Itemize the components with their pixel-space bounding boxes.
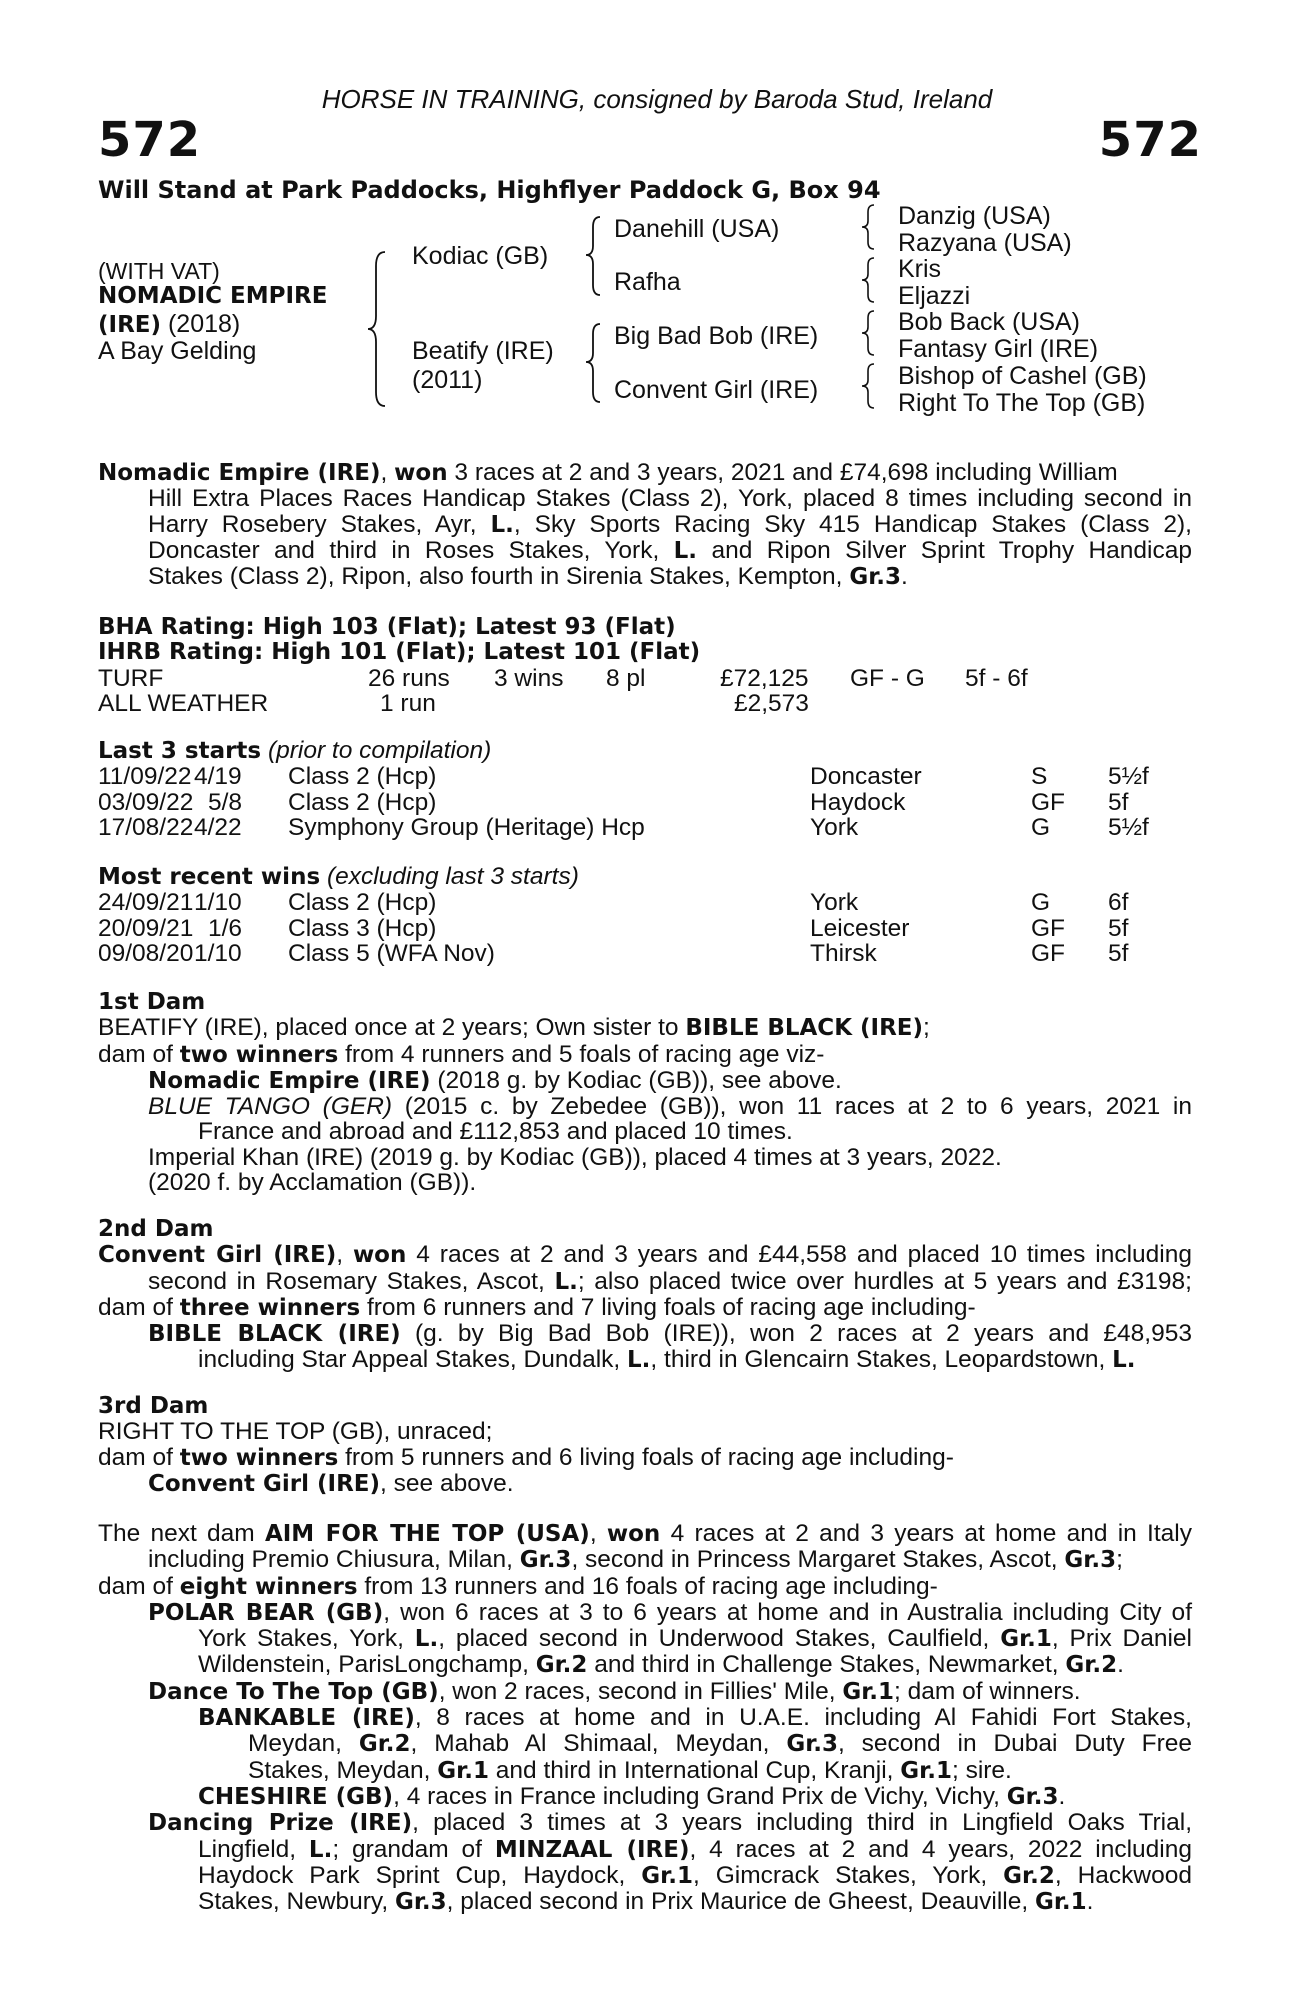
aw-prize: £2,573: [734, 689, 809, 717]
table-row: [98, 790, 1192, 815]
dam1-produce-2: [98, 1094, 1192, 1119]
second-dam-section: [98, 1217, 1192, 1374]
group-mark: Gr.1: [900, 1757, 952, 1784]
produce-text: , third in Glencairn Stakes, Leopardstown,: [650, 1346, 1113, 1374]
nd-2a: including Premio Chiusura, Milan,: [148, 1546, 520, 1574]
dam3-line-2: [98, 1445, 1192, 1471]
row-distance: 6f: [1108, 889, 1129, 917]
dam2-produce-1: [98, 1321, 1192, 1347]
nd-1c: ,: [589, 1520, 607, 1547]
recent-heading: [98, 864, 1192, 890]
last-3-starts: [98, 738, 1192, 840]
row-going: GF: [1031, 939, 1066, 967]
dam-dam: Convent Girl (IRE): [614, 376, 819, 404]
consignor-line: HORSE IN TRAINING, consigned by Baroda Stud, Ireland: [321, 84, 993, 114]
produce-text: ; dam of winners.: [894, 1677, 1081, 1705]
third-dam-section: [98, 1394, 1192, 1497]
nd-line-3: [98, 1574, 1192, 1600]
produce-text: York Stakes, York,: [198, 1625, 415, 1653]
won-label: won: [352, 1242, 407, 1269]
group-mark: Gr.3: [394, 1889, 447, 1916]
dam1-produce-3: [98, 1145, 1192, 1170]
dam3-2b: two winners: [179, 1444, 339, 1471]
summary-line-5: [98, 564, 1192, 590]
row-going: G: [1031, 889, 1051, 917]
brace-gen3-2: [860, 256, 878, 304]
dam3-line-1: RIGHT TO THE TOP (GB), unraced;: [98, 1418, 493, 1446]
turf-placed: 8 pl: [606, 664, 646, 692]
dam1-produce-4: [98, 1170, 1192, 1195]
turf-record: [98, 666, 1192, 691]
summary-text-1: 3 races at 2 and 3 years, 2021 and £74,698 including William: [447, 459, 1118, 486]
pedigree-table: [0, 0, 1314, 440]
summary-line-3: [98, 512, 1192, 538]
last3-heading: [98, 738, 1192, 764]
produce-text: and third in Challenge Stakes, Newmarket,: [587, 1651, 1066, 1679]
ped-ddd: Right To The Top (GB): [898, 389, 1146, 417]
summary-5c: .: [901, 563, 908, 591]
produce-text: .: [1086, 1888, 1094, 1916]
produce-name: BANKABLE (IRE): [198, 1705, 415, 1732]
dam1-1c: ;: [923, 1014, 930, 1042]
ped-dds: Bishop of Cashel (GB): [898, 362, 1147, 390]
group-mark: Gr.2: [358, 1731, 411, 1758]
dam2-2a: second in Rosemary Stakes, Ascot,: [148, 1267, 555, 1295]
nd-2c: , second in Princess Margaret Stakes, Ascot,: [571, 1546, 1065, 1574]
group-mark: Gr.1: [1000, 1626, 1052, 1653]
ihrb-rating: IHRB Rating: High 101 (Flat); Latest 101 (Flat): [98, 639, 701, 666]
dam1-produce-1: [98, 1068, 1192, 1094]
brace-gen2-dam: [584, 322, 604, 404]
turf-going: GF - G: [850, 664, 925, 692]
row-position: 4/22: [194, 813, 242, 841]
produce-name: Dancing Prize (IRE): [148, 1810, 413, 1837]
summary-line-2: [98, 486, 1192, 511]
nd-3c: from 13 runners and 16 foals of racing age including-: [357, 1572, 938, 1600]
last3-note: (prior to compilation): [267, 737, 492, 764]
third-dam-title: 3rd Dam: [98, 1393, 209, 1419]
produce-text: Meydan,: [248, 1730, 359, 1758]
dam2-3b: three winners: [179, 1294, 361, 1321]
group-mark: Gr.3: [1064, 1547, 1117, 1574]
stand-location: Will Stand at Park Paddocks, Highflyer Paddock G, Box 94: [98, 176, 881, 204]
group-mark: Gr.1: [1034, 1889, 1087, 1916]
row-date: 20/09/21: [98, 914, 194, 942]
summary-text-2: Hill Extra Places Races Handicap Stakes (Class 2), York, placed 8 times including second in: [148, 485, 1192, 513]
recent-title: Most recent wins: [98, 864, 321, 890]
dam2-3a: dam of: [98, 1293, 180, 1321]
row-course: Leicester: [810, 914, 910, 942]
dam-sire: Big Bad Bob (IRE): [614, 322, 819, 350]
dam1-1a: BEATIFY (IRE), placed once at 2 years; Own sister to: [98, 1014, 686, 1042]
summary-3a: Harry Rosebery Stakes, Ayr,: [148, 510, 491, 538]
group-mark: Gr.2: [1065, 1652, 1118, 1679]
row-course: York: [810, 813, 859, 841]
row-position: 1/6: [208, 914, 243, 942]
dp-line-4: [98, 1889, 1192, 1915]
produce-name: MINZAAL (IRE): [494, 1836, 690, 1863]
first-dam-title: 1st Dam: [98, 989, 206, 1015]
ped-sss: Danzig (USA): [898, 202, 1051, 230]
group-mark: Gr.3: [849, 564, 901, 591]
nd-2e: ;: [1116, 1546, 1123, 1574]
bank-line-3: [98, 1758, 1192, 1784]
polar-line-1: [98, 1600, 1192, 1626]
row-going: G: [1031, 813, 1051, 841]
listed-mark: L.: [308, 1836, 333, 1863]
group-mark: Gr.2: [1003, 1862, 1055, 1889]
listed-mark: L.: [414, 1626, 439, 1653]
first-dam-section: [98, 990, 1192, 1195]
row-distance: 5f: [1108, 939, 1129, 967]
group-mark: Gr.1: [641, 1862, 693, 1889]
listed-mark: L.: [554, 1268, 578, 1295]
produce-name: POLAR BEAR (GB): [148, 1599, 384, 1626]
most-recent-wins: [98, 864, 1192, 966]
horse-name-bold: Nomadic Empire (IRE): [98, 460, 381, 486]
brace-gen3-4: [860, 362, 878, 410]
produce-text: ; sire.: [951, 1756, 1012, 1784]
brace-gen2-sire: [584, 215, 604, 297]
produce-text: .: [1058, 1782, 1066, 1810]
row-distance: 5½f: [1108, 813, 1149, 841]
row-course: Doncaster: [810, 763, 922, 791]
produce-text: , Mahab Al Shimaal, Meydan,: [410, 1730, 787, 1758]
aw-runs: 1 run: [380, 689, 436, 717]
next-dam-section: [98, 1521, 1192, 1915]
nd-3b: eight winners: [179, 1573, 358, 1600]
dam1-line-1: [98, 1015, 1192, 1041]
produce-text: ; grandam of: [332, 1835, 495, 1863]
produce-text: Imperial Khan (IRE) (2019 g. by Kodiac (GB)), placed 4 times at 3 years, 2022.: [148, 1143, 1002, 1171]
dam1-2c: from 4 runners and 5 foals of racing age viz-: [338, 1040, 825, 1068]
row-position: 4/19: [194, 763, 242, 791]
row-position: 5/8: [208, 788, 243, 816]
won-label: won: [394, 460, 448, 486]
last3-title: Last 3 starts: [98, 738, 262, 764]
row-date: 03/09/22: [98, 788, 194, 816]
produce-text: Wildenstein, ParisLongchamp,: [198, 1651, 536, 1679]
produce-text: , 4 races in France including Grand Prix de Vichy, Vichy,: [393, 1782, 1007, 1810]
table-row: [98, 815, 1192, 840]
produce-text: , placed second in Prix Maurice de Gheest, Deauville,: [446, 1888, 1035, 1916]
sire-sire: Danehill (USA): [614, 215, 780, 243]
dam-year: (2011): [412, 366, 483, 394]
dam2-line-1: Convent Girl (IRE), won 4 races at 2 and 3 years and £44,558 and placed 10 times including: [98, 1241, 1192, 1269]
row-position: 1/10: [194, 939, 242, 967]
produce-text: Haydock Park Sprint Cup, Haydock,: [198, 1861, 642, 1889]
dam2-line-2: [98, 1269, 1192, 1295]
summary-5a: Stakes (Class 2), Ripon, also fourth in Sirenia Stakes, Kempton,: [148, 563, 850, 591]
dp-line-3: [98, 1863, 1192, 1889]
dam1-2b: two winners: [179, 1041, 339, 1068]
brace-gen1: [365, 250, 389, 408]
listed-mark: L.: [673, 537, 698, 564]
row-going: S: [1031, 763, 1048, 791]
horse-name: NOMADIC EMPIRE: [98, 283, 328, 309]
row-position: 1/10: [194, 889, 242, 917]
dam1-2a: dam of: [98, 1040, 180, 1068]
produce-name: Dance To The Top (GB): [148, 1678, 439, 1705]
row-race: Class 3 (Hcp): [288, 914, 437, 942]
table-row: [98, 916, 1192, 941]
brace-gen3-1: [860, 203, 878, 251]
produce-text: (2018 g. by Kodiac (GB)), see above.: [430, 1066, 842, 1094]
ped-sdd: Eljazzi: [898, 282, 971, 310]
vat-note: (WITH VAT): [98, 258, 220, 284]
dam1-line-2: [98, 1042, 1192, 1068]
cheshire-line: [98, 1784, 1192, 1810]
produce-text: , Prix Daniel: [1051, 1625, 1192, 1653]
ped-sds: Kris: [898, 255, 942, 283]
dam1-1b: BIBLE BLACK (IRE): [685, 1015, 924, 1042]
produce-text: , Hackwood: [1054, 1861, 1192, 1889]
turf-runs: 26 runs: [368, 664, 450, 692]
turf-label: TURF: [98, 664, 164, 692]
dam2-line-3: [98, 1295, 1192, 1321]
produce-text: and third in International Cup, Kranji,: [488, 1756, 901, 1784]
recent-note: (excluding last 3 starts): [326, 863, 579, 890]
group-mark: Gr.3: [1006, 1783, 1059, 1810]
produce-text: Stakes, Newbury,: [198, 1888, 395, 1916]
horse-year: (2018): [167, 310, 241, 338]
nd-1e: 4 races at 2 and 3 years at home and in Italy: [660, 1520, 1192, 1547]
summary-3c: , Sky Sports Racing Sky 415 Handicap Stakes (Class 2),: [513, 510, 1192, 538]
row-date: 11/09/22: [98, 763, 192, 791]
produce-text: including Star Appeal Stakes, Dundalk,: [198, 1346, 628, 1374]
nd-dam-name: AIM FOR THE TOP (USA): [264, 1521, 590, 1547]
listed-mark: L.: [490, 511, 514, 538]
lot-number-left: 572: [98, 112, 202, 168]
row-race: Class 2 (Hcp): [288, 763, 437, 791]
turf-wins: 3 wins: [494, 664, 564, 692]
bank-line-2: [98, 1731, 1192, 1757]
row-going: GF: [1031, 914, 1066, 942]
ped-dss: Bob Back (USA): [898, 308, 1081, 336]
produce-name: BIBLE BLACK (IRE): [148, 1321, 401, 1348]
produce-text: Stakes, Meydan,: [248, 1756, 438, 1784]
dam2-produce-1b: [98, 1347, 1192, 1373]
produce-text: , see above.: [380, 1469, 514, 1497]
produce-text: , 8 races at home and in U.A.E. including Al Fahidi Fort Stakes,: [414, 1704, 1192, 1732]
dam2-2c: ; also placed twice over hurdles at 5 years and £3198;: [577, 1267, 1192, 1295]
group-mark: Gr.3: [519, 1547, 572, 1574]
group-mark: Gr.2: [535, 1652, 588, 1679]
produce-text: , 4 races at 2 and 4 years, 2022 including: [689, 1835, 1192, 1863]
nd-1a: The next dam: [98, 1520, 265, 1547]
dam2-name: Convent Girl (IRE): [98, 1242, 337, 1269]
produce-text: , second in Dubai Duty Free: [838, 1730, 1192, 1758]
produce-text: , Gimcrack Stakes, York,: [692, 1861, 1004, 1889]
nd-3a: dam of: [98, 1572, 180, 1600]
row-distance: 5½f: [1108, 763, 1149, 791]
bank-line-1: [98, 1705, 1192, 1731]
table-row: [98, 941, 1192, 966]
row-distance: 5f: [1108, 788, 1129, 816]
summary-line-4: [98, 538, 1192, 564]
race-summary: [98, 460, 1192, 590]
dam-name: Beatify (IRE): [412, 337, 554, 365]
dam3-2a: dam of: [98, 1443, 180, 1471]
horse-country-year: [98, 310, 240, 339]
produce-text: (g. by Big Bad Bob (IRE)), won 2 races at 2 years and £48,953: [400, 1320, 1192, 1348]
dam3-2c: from 5 runners and 6 living foals of racing age including-: [338, 1443, 954, 1471]
lot-number-right: 572: [1098, 112, 1202, 168]
produce-name: CHESHIRE (GB): [198, 1783, 394, 1810]
turf-prize: £72,125: [720, 664, 809, 692]
produce-text: (2020 f. by Acclamation (GB)).: [148, 1169, 477, 1197]
brace-gen3-3: [860, 309, 878, 357]
produce-text: France and abroad and £112,853 and placed 10 times.: [198, 1118, 793, 1146]
produce-name: BLUE TANGO (GER): [148, 1093, 393, 1121]
dam2-text: 4 races at 2 and 3 years and £44,558 and placed 10 times including: [406, 1241, 1192, 1269]
produce-name: Nomadic Empire (IRE): [148, 1067, 431, 1094]
second-dam-title: 2nd Dam: [98, 1216, 214, 1242]
ped-ssd: Razyana (USA): [898, 229, 1072, 257]
group-mark: Gr.3: [786, 1731, 838, 1758]
aw-label: ALL WEATHER: [98, 689, 269, 717]
produce-text: Lingfield,: [198, 1835, 309, 1863]
table-row: [98, 890, 1192, 915]
produce-name: Convent Girl (IRE): [148, 1470, 381, 1497]
ped-dsd: Fantasy Girl (IRE): [898, 335, 1099, 363]
group-mark: Gr.1: [842, 1678, 895, 1705]
row-race: Class 2 (Hcp): [288, 788, 437, 816]
summary-4a: Doncaster and third in Roses Stakes, York,: [148, 536, 674, 564]
turf-distance: 5f - 6f: [965, 664, 1028, 692]
group-mark: Gr.1: [437, 1757, 489, 1784]
table-row: [98, 764, 1192, 789]
row-race: Class 2 (Hcp): [288, 889, 437, 917]
summary-line-1: Nomadic Empire (IRE), won 3 races at 2 and 3 years, 2021 and £74,698 including William: [98, 459, 1118, 486]
row-course: York: [810, 889, 859, 917]
dam2-3c: from 6 runners and 7 living foals of racing age including-: [360, 1293, 976, 1321]
summary-4c: and Ripon Silver Sprint Trophy Handicap: [697, 536, 1192, 564]
polar-line-3: [98, 1652, 1192, 1678]
dp-line-2: [98, 1837, 1192, 1863]
produce-text: , placed 3 times at 3 years including third in Lingfield Oaks Trial,: [412, 1809, 1192, 1837]
row-course: Haydock: [810, 788, 906, 816]
bha-rating: BHA Rating: High 103 (Flat); Latest 93 (Flat): [98, 614, 676, 640]
produce-text: (2015 c. by Zebedee (GB)), won 11 races at 2 to 6 years, 2021 in: [392, 1093, 1192, 1121]
row-date: 17/08/22: [98, 813, 194, 841]
won-label: won: [606, 1521, 661, 1547]
dance-line: [98, 1679, 1192, 1705]
dp-line-1: [98, 1810, 1192, 1836]
nd-line-2: [98, 1547, 1192, 1573]
sire-name: Kodiac (GB): [412, 242, 549, 270]
aw-record: [98, 691, 1192, 716]
sire-dam: Rafha: [614, 268, 681, 296]
row-race: Symphony Group (Heritage) Hcp: [288, 813, 645, 841]
row-race: Class 5 (WFA Nov): [288, 939, 495, 967]
dam1-produce-2b: [98, 1119, 1192, 1144]
row-course: Thirsk: [810, 939, 877, 967]
listed-mark: L.: [627, 1347, 651, 1374]
produce-text: .: [1117, 1651, 1124, 1679]
produce-text: , won 2 races, second in Fillies' Mile,: [438, 1677, 843, 1705]
row-distance: 5f: [1108, 914, 1129, 942]
row-going: GF: [1031, 788, 1066, 816]
produce-text: , placed second in Underwood Stakes, Caulfield,: [438, 1625, 1001, 1653]
ratings-block: [98, 615, 1192, 716]
produce-text: , won 6 races at 3 to 6 years at home and in Australia including City of: [383, 1598, 1192, 1626]
horse-country: (IRE): [98, 312, 162, 338]
dam3-produce-1: [98, 1471, 1192, 1497]
row-date: 09/08/20: [98, 939, 194, 967]
nd-line-1: [98, 1521, 1192, 1547]
row-date: 24/09/21: [98, 889, 194, 917]
horse-description: A Bay Gelding: [98, 337, 257, 365]
listed-mark: L.: [1112, 1347, 1136, 1374]
polar-line-2: [98, 1626, 1192, 1652]
